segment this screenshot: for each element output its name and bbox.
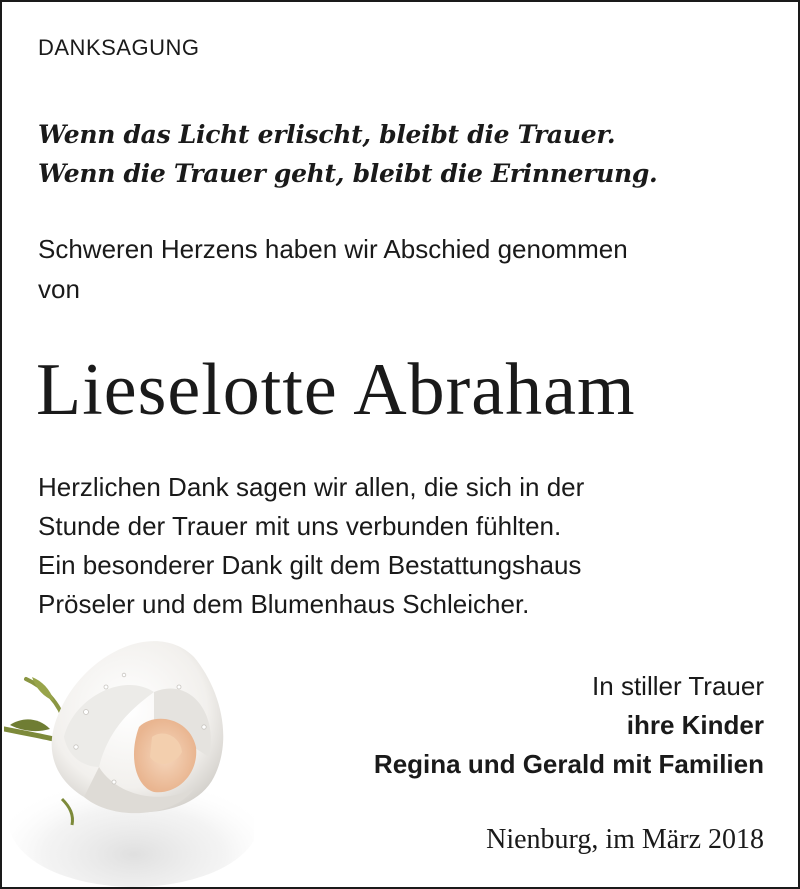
white-rose-icon bbox=[4, 617, 254, 887]
signature-line-1: In stiller Trauer bbox=[592, 671, 764, 701]
thanks-line-3: Ein besonderer Dank gilt dem Bestattungshaus bbox=[38, 550, 582, 580]
farewell-intro bbox=[38, 229, 778, 309]
signature-line-3: Regina und Gerald mit Familien bbox=[373, 749, 764, 779]
signature-block bbox=[374, 667, 764, 784]
thanks-line-4: Pröseler und dem Blumenhaus Schleicher. bbox=[38, 589, 530, 619]
signature-line-2: ihre Kinder bbox=[626, 710, 764, 740]
intro-line-1: Schweren Herzens haben wir Abschied genommen bbox=[38, 234, 628, 264]
notice-heading: DANKSAGUNG bbox=[38, 35, 200, 60]
quote-line-2: Wenn die Trauer geht, bleibt die Erinnerung. bbox=[38, 159, 658, 188]
deceased-name: Lieselotte Abraham bbox=[36, 349, 636, 431]
thanks-line-1: Herzlichen Dank sagen wir allen, die sich in der bbox=[38, 472, 585, 502]
quote-line-1: Wenn das Licht erlischt, bleibt die Trauer. bbox=[38, 120, 616, 149]
place-and-date: Nienburg, im März 2018 bbox=[486, 824, 764, 855]
thanks-paragraph bbox=[38, 468, 584, 624]
intro-line-2: von bbox=[38, 274, 80, 304]
memorial-quote bbox=[38, 115, 657, 193]
thanks-line-2: Stunde der Trauer mit uns verbunden fühlten. bbox=[38, 511, 562, 541]
